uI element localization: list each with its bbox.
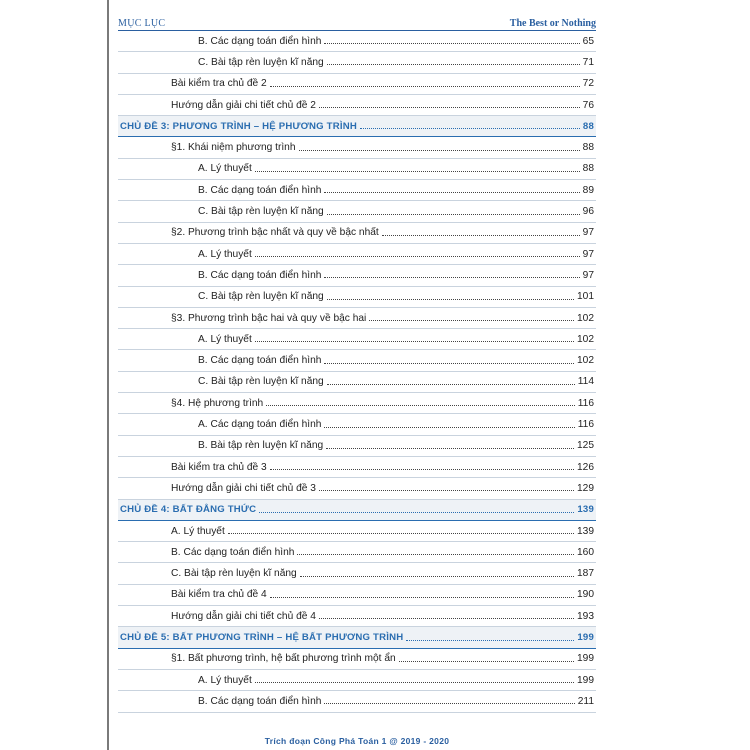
dot-leader (327, 384, 575, 385)
dot-leader (300, 576, 574, 577)
toc-page-number: 97 (582, 269, 594, 281)
toc-page-number: 101 (577, 291, 594, 303)
toc-entry-title: Bài kiểm tra chủ đề 2 (171, 78, 267, 90)
dot-leader (270, 597, 574, 598)
toc-entry-title: CHỦ ĐỀ 3: PHƯƠNG TRÌNH – HỆ PHƯƠNG TRÌNH (120, 120, 357, 132)
toc-entry-title: B. Các dạng toán điển hình (171, 546, 295, 558)
dot-leader (326, 448, 574, 449)
toc-page-number: 190 (577, 589, 594, 601)
toc-page-number: 89 (582, 184, 594, 196)
toc-chapter-row[interactable] (118, 627, 596, 648)
toc-entry-row[interactable] (118, 244, 596, 265)
toc-page-number: 96 (582, 206, 594, 218)
toc-page-number: 139 (577, 504, 594, 516)
toc-entry-title: A. Lý thuyết (198, 674, 252, 686)
dot-leader (324, 363, 574, 364)
toc-page-number: 199 (577, 653, 594, 665)
toc-entry-title: §2. Phương trình bậc nhất và quy về bậc nhất (171, 227, 379, 239)
toc-entry-title: CHỦ ĐỀ 5: BẤT PHƯƠNG TRÌNH – HỆ BẤT PHƯƠNG TRÌNH (120, 632, 404, 644)
toc-entry-row[interactable] (118, 329, 596, 350)
toc-entry-row[interactable] (118, 649, 596, 670)
toc-page-number: 102 (577, 333, 594, 345)
toc-entry-title: B. Các dạng toán điển hình (198, 355, 322, 367)
toc-entry-row[interactable] (118, 74, 596, 95)
toc-entry-row[interactable] (118, 351, 596, 372)
toc-entry-row[interactable] (118, 52, 596, 73)
toc-entry-row[interactable] (118, 287, 596, 308)
dot-leader (327, 299, 574, 300)
dot-leader (270, 469, 574, 470)
toc-entry-row[interactable] (118, 180, 596, 201)
toc-page-number: 160 (577, 546, 594, 558)
toc-entry-title: Hướng dẫn giải chi tiết chủ đề 2 (171, 99, 316, 111)
dot-leader (270, 86, 580, 87)
toc-page-number: 199 (577, 674, 594, 686)
dot-leader (327, 64, 580, 65)
dot-leader (255, 682, 574, 683)
toc-page-number: 125 (577, 440, 594, 452)
toc-entry-row[interactable] (118, 457, 596, 478)
toc-entry-title: A. Lý thuyết (198, 248, 252, 260)
toc-entry-title: §1. Khái niệm phương trình (171, 142, 296, 154)
toc-entry-title: CHỦ ĐỀ 4: BẤT ĐẲNG THỨC (120, 504, 257, 516)
toc-entry-title: §3. Phương trình bậc hai và quy về bậc hai (171, 312, 367, 324)
toc-page-number: 71 (582, 56, 594, 68)
toc-entry-title: B. Các dạng toán điển hình (198, 35, 322, 47)
dot-leader (266, 405, 575, 406)
header-section-title: MỤC LỤC (118, 18, 166, 29)
toc-entry-row[interactable] (118, 31, 596, 52)
toc-page-number: 199 (577, 632, 594, 644)
toc-entry-title: Bài kiểm tra chủ đề 3 (171, 461, 267, 473)
dot-leader (406, 640, 574, 641)
dot-leader (327, 214, 580, 215)
dot-leader (360, 128, 580, 129)
toc-entry-title: C. Bài tập rèn luyện kĩ năng (198, 291, 324, 303)
toc-entry-title: §1. Bất phương trình, hệ bất phương trình một ẩn (171, 653, 396, 665)
dot-leader (324, 277, 579, 278)
toc-page-number: 193 (577, 610, 594, 622)
dot-leader (324, 703, 574, 704)
toc-entry-row[interactable] (118, 436, 596, 457)
dot-leader (399, 661, 574, 662)
toc-entry-row[interactable] (118, 95, 596, 116)
toc-entry-row[interactable] (118, 691, 596, 712)
toc-page-number: 116 (577, 419, 594, 431)
toc-page-number: 126 (577, 461, 594, 473)
toc-page-number: 187 (577, 568, 594, 580)
dot-leader (319, 490, 574, 491)
toc-entry-row[interactable] (118, 670, 596, 691)
dot-leader (382, 235, 580, 236)
toc-entry-title: §4. Hệ phương trình (171, 397, 264, 409)
toc-page-number: 97 (582, 248, 594, 260)
dot-leader (255, 341, 574, 342)
toc-page-number: 102 (577, 312, 594, 324)
dot-leader (369, 320, 574, 321)
toc-chapter-row[interactable] (118, 116, 596, 137)
toc-entry-row[interactable] (118, 606, 596, 627)
toc-chapter-row[interactable] (118, 500, 596, 521)
toc-entry-title: C. Bài tập rèn luyện kĩ năng (198, 206, 324, 218)
toc-page-number: 88 (582, 163, 594, 175)
dot-leader (228, 533, 574, 534)
toc-entry-title: C. Bài tập rèn luyện kĩ năng (198, 56, 324, 68)
toc-entry-row[interactable] (118, 585, 596, 606)
dot-leader (255, 171, 580, 172)
toc-entry-row[interactable] (118, 223, 596, 244)
dot-leader (255, 256, 580, 257)
toc-page-number: 76 (582, 99, 594, 111)
toc-page-number: 211 (577, 695, 594, 707)
page-footer: Trích đoạn Công Phá Toán 1 @ 2019 - 2020 (264, 736, 450, 746)
header-slogan: The Best or Nothing (509, 18, 596, 29)
toc-page-number: 65 (582, 35, 594, 47)
toc-entry-title: A. Lý thuyết (171, 525, 225, 537)
toc-entry-title: C. Bài tập rèn luyện kĩ năng (171, 568, 297, 580)
toc-entry-row[interactable] (118, 414, 596, 435)
toc-entry-row[interactable] (118, 393, 596, 414)
toc-page-number: 114 (577, 376, 594, 388)
dot-leader (324, 192, 579, 193)
toc-entry-row[interactable] (118, 564, 596, 585)
toc-entry-title: Bài kiểm tra chủ đề 4 (171, 589, 267, 601)
toc-page-number: 139 (577, 525, 594, 537)
toc-entry-row[interactable] (118, 159, 596, 180)
toc-entry-title: B. Bài tập rèn luyện kĩ năng (198, 440, 324, 452)
toc-page-number: 116 (577, 397, 594, 409)
dot-leader (324, 427, 574, 428)
toc-entry-row[interactable] (118, 201, 596, 222)
toc-entry-title: B. Các dạng toán điển hình (198, 184, 322, 196)
toc-entry-row[interactable] (118, 478, 596, 499)
toc-entry-row[interactable] (118, 308, 596, 329)
toc-entry-title: Hướng dẫn giải chi tiết chủ đề 3 (171, 482, 316, 494)
toc-page-number: 72 (582, 78, 594, 90)
page-spine-line (107, 0, 109, 750)
toc-entry-row[interactable] (118, 521, 596, 542)
toc-entry-title: A. Lý thuyết (198, 163, 252, 175)
dot-leader (297, 554, 574, 555)
toc-entry-row[interactable] (118, 138, 596, 159)
toc-entry-title: Hướng dẫn giải chi tiết chủ đề 4 (171, 610, 316, 622)
dot-leader (319, 618, 574, 619)
toc-page-number: 88 (582, 120, 594, 132)
toc-entry-title: A. Các dạng toán điển hình (198, 419, 322, 431)
toc-entry-title: B. Các dạng toán điển hình (198, 269, 322, 281)
toc-page-number: 129 (577, 482, 594, 494)
toc-entry-title: B. Các dạng toán điển hình (198, 695, 322, 707)
dot-leader (299, 150, 580, 151)
toc-page-number: 88 (582, 142, 594, 154)
toc-entry-row[interactable] (118, 372, 596, 393)
toc-page-number: 97 (582, 227, 594, 239)
dot-leader (324, 43, 579, 44)
dot-leader (259, 512, 574, 513)
toc-entry-title: A. Lý thuyết (198, 333, 252, 345)
toc-entry-row[interactable] (118, 265, 596, 286)
toc-entry-row[interactable] (118, 542, 596, 563)
toc-page-number: 102 (577, 355, 594, 367)
dot-leader (319, 107, 580, 108)
toc-entry-title: C. Bài tập rèn luyện kĩ năng (198, 376, 324, 388)
